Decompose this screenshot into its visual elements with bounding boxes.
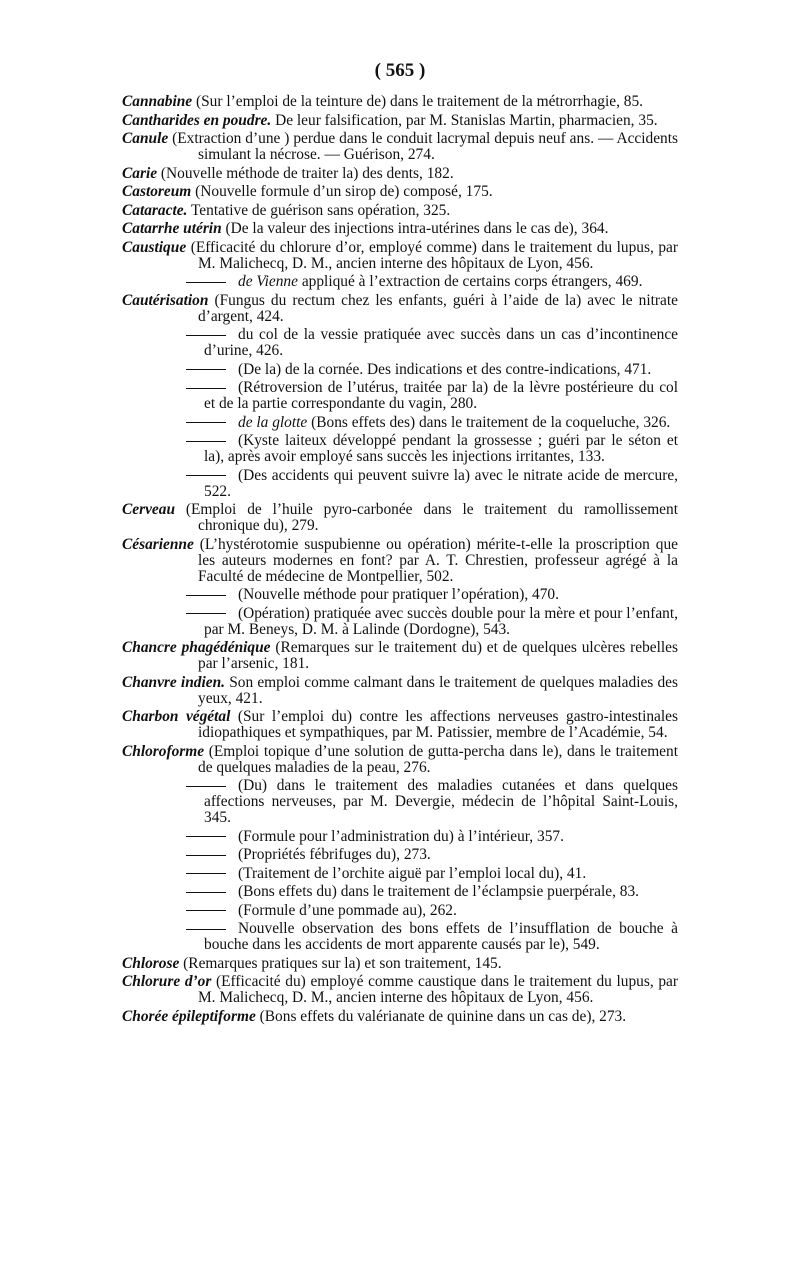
index-entry bbox=[122, 221, 678, 237]
index-entry bbox=[122, 240, 678, 272]
entry-headword: Chlorure d’or bbox=[122, 973, 212, 990]
entry-text: (Fungus du rectum chez les enfants, guéri à l’aide de la) avec le nitrate d’argent, 424. bbox=[198, 291, 678, 325]
index-subentry bbox=[122, 327, 678, 359]
page-number: ( 565 ) bbox=[374, 60, 426, 81]
entry-text: (Formule d’une pommade au), 262. bbox=[238, 901, 457, 919]
entry-headword: Cautérisation bbox=[122, 291, 209, 309]
entry-headword: Chlorose bbox=[122, 954, 180, 972]
dash-rule bbox=[186, 380, 228, 396]
entry-headword: Césarienne bbox=[122, 535, 194, 553]
entry-text: Son emploi comme calmant dans le traitement de quelques maladies des yeux, 421. bbox=[198, 673, 678, 707]
entry-headword: Cantharides en poudre. bbox=[122, 111, 272, 129]
entry-text: (Nouvelle méthode pour pratiquer l’opération), 470. bbox=[238, 586, 559, 603]
entry-headword: Catarrhe utérin bbox=[122, 220, 222, 237]
index-subentry bbox=[122, 903, 678, 919]
index-subentry bbox=[122, 921, 678, 953]
index-entry bbox=[122, 675, 678, 707]
dash-rule bbox=[186, 847, 228, 863]
entry-headword: Chloroforme bbox=[122, 742, 205, 760]
entry-text: (Des accidents qui peuvent suivre la) avec le nitrate acide de mercure, 522. bbox=[204, 466, 678, 500]
entry-text: Nouvelle observation des bons effets de l’insufflation de bouche à bouche dans les accidents de mort apparente causés par le), 549. bbox=[204, 920, 678, 953]
index-entry bbox=[122, 184, 678, 200]
index-entry bbox=[122, 956, 678, 972]
entry-text: du col de la vessie pratiquée avec succès dans un cas d’incontinence d’urine, 426. bbox=[204, 326, 678, 359]
dash-rule bbox=[186, 327, 228, 343]
entry-text: (Bons effets du valérianate de quinine dans un cas de), 273. bbox=[259, 1007, 627, 1025]
entry-text: Tentative de guérison sans opération, 325. bbox=[190, 201, 451, 219]
dash-rule bbox=[186, 433, 228, 449]
index-subentry bbox=[122, 274, 678, 290]
entry-headword: Cataracte. bbox=[122, 201, 188, 219]
index-entry bbox=[122, 203, 678, 219]
entry-text: (Emploi topique d’une solution de gutta-percha dans le), dans le traitement de quelques maladies de la peau, 276. bbox=[198, 742, 678, 776]
entry-headword: Cannabine bbox=[122, 93, 193, 110]
entry-text: (Nouvelle formule d’un sirop de) composé, 175. bbox=[195, 183, 493, 200]
entry-text: appliqué à l’extraction de certains corps étrangers, 469. bbox=[301, 273, 643, 290]
index-subentry bbox=[122, 866, 678, 882]
entry-headword: Chancre phagédénique bbox=[122, 639, 271, 656]
entry-text: (Propriétés fébrifuges du), 273. bbox=[238, 846, 431, 863]
dash-rule bbox=[186, 606, 228, 622]
entry-text: (Opération) pratiquée avec succès double pour la mère et pour l’enfant, par M. Beneys, D. M. à Lalinde (Dordogne), 543. bbox=[204, 604, 678, 638]
entry-text: (Sur l’emploi de la teinture de) dans le traitement de la métrorrhagie, 85. bbox=[196, 93, 644, 110]
dash-rule bbox=[186, 468, 228, 484]
index-entry bbox=[122, 640, 678, 672]
dash-rule bbox=[186, 362, 228, 378]
index-subentry bbox=[122, 380, 678, 412]
index-entry bbox=[122, 974, 678, 1006]
entry-headword: Charbon végétal bbox=[122, 708, 231, 725]
entry-headword: Caustique bbox=[122, 238, 187, 256]
index-subentry bbox=[122, 362, 678, 378]
index-entry bbox=[122, 1009, 678, 1025]
entry-text: (L’hystérotomie suspubienne ou opération) mérite-t-elle la proscription que les auteurs modernes en font? par A. T. Chrestien, professeur agrégé à la Faculté de médecine de Montpellier, 502. bbox=[198, 535, 678, 585]
entry-text: (Remarques sur le traitement du) et de quelques ulcères rebelles par l’arsenic, 181. bbox=[198, 639, 678, 672]
entry-text: (Bons effets des) dans le traitement de la coqueluche, 326. bbox=[311, 413, 671, 431]
dash-rule bbox=[186, 884, 228, 900]
index-entry bbox=[122, 709, 678, 741]
entry-headword: Cerveau bbox=[122, 501, 176, 518]
index-subentry bbox=[122, 847, 678, 863]
index-entry bbox=[122, 293, 678, 325]
index-entry bbox=[122, 744, 678, 776]
index-entry bbox=[122, 502, 678, 534]
dash-rule bbox=[186, 587, 228, 603]
index-entry bbox=[122, 94, 678, 110]
entry-text: (Kyste laiteux développé pendant la grossesse ; guéri par le séton et la), après avoir employé sans succès les injections irritantes, 133. bbox=[204, 432, 678, 465]
entry-text: (Emploi de l’huile pyro-carbonée dans le traitement du ramollissement chronique du), 279. bbox=[185, 501, 678, 534]
index-entries bbox=[122, 94, 678, 1027]
entry-text: (Du) dans le traitement des maladies cutanées et dans quelques affections nerveuses, par M. Devergie, médecin de l’hôpital Saint-Louis, 345. bbox=[204, 777, 678, 826]
index-subentry bbox=[122, 415, 678, 431]
entry-headword: Chanvre indien. bbox=[122, 673, 225, 691]
index-entry bbox=[122, 537, 678, 585]
entry-headword: Carie bbox=[122, 164, 158, 182]
dash-rule bbox=[186, 866, 228, 882]
entry-text: (Rétroversion de l’utérus, traitée par la) de la lèvre postérieure du col et de la partie correspondante du vagin, 280. bbox=[204, 379, 678, 412]
dash-rule bbox=[186, 903, 228, 919]
index-subentry bbox=[122, 606, 678, 638]
entry-headword: Chorée épileptiforme bbox=[122, 1007, 256, 1025]
entry-text: De leur falsification, par M. Stanislas Martin, pharmacien, 35. bbox=[275, 111, 658, 129]
entry-text: (Nouvelle méthode de traiter la) des dents, 182. bbox=[160, 164, 454, 182]
entry-text: (Bons effets du) dans le traitement de l’éclampsie puerpérale, 83. bbox=[238, 883, 640, 900]
index-subentry bbox=[122, 829, 678, 845]
entry-text: (Extraction d’une ) perdue dans le conduit lacrymal depuis neuf ans. — Accidents simulant la nécrose. — Guérison, 274. bbox=[172, 130, 678, 163]
index-entry bbox=[122, 131, 678, 163]
dash-rule bbox=[186, 778, 228, 794]
dash-rule bbox=[186, 921, 228, 937]
entry-text: (Sur l’emploi du) contre les affections nerveuses gastro-intestinales idiopathiques et sympathiques, par M. Patissier, membre de l’Académie, 54. bbox=[198, 708, 678, 741]
entry-text: (Formule pour l’administration du) à l’intérieur, 357. bbox=[238, 827, 564, 845]
index-entry bbox=[122, 113, 678, 129]
entry-text: (De la valeur des injections intra-utérines dans le cas de), 364. bbox=[225, 220, 609, 237]
index-subentry bbox=[122, 884, 678, 900]
entry-headword: Castoreum bbox=[122, 183, 192, 200]
entry-text: (Efficacité du) employé comme caustique dans le traitement du lupus, par M. Malichecq, D. M., ancien interne des hôpitaux de Lyon, 456. bbox=[198, 973, 678, 1006]
index-entry bbox=[122, 166, 678, 182]
entry-text: (Remarques pratiques sur la) et son traitement, 145. bbox=[183, 954, 502, 972]
index-subentry bbox=[122, 587, 678, 603]
dash-rule bbox=[186, 274, 228, 290]
dash-rule bbox=[186, 829, 228, 845]
subentry-term: de la glotte bbox=[238, 413, 308, 431]
entry-text: (De la) de la cornée. Des indications et des contre-indications, 471. bbox=[238, 360, 652, 378]
dash-rule bbox=[186, 415, 228, 431]
entry-headword: Canule bbox=[122, 130, 169, 147]
index-subentry bbox=[122, 468, 678, 500]
index-subentry bbox=[122, 778, 678, 826]
subentry-term: de Vienne bbox=[238, 273, 298, 290]
entry-text: (Traitement de l’orchite aiguë par l’emploi local du), 41. bbox=[238, 864, 587, 882]
index-subentry bbox=[122, 433, 678, 465]
entry-text: (Efficacité du chlorure d’or, employé comme) dans le traitement du lupus, par M. Malichecq, D. M., ancien interne des hôpitaux de Lyon, 456. bbox=[190, 238, 678, 272]
